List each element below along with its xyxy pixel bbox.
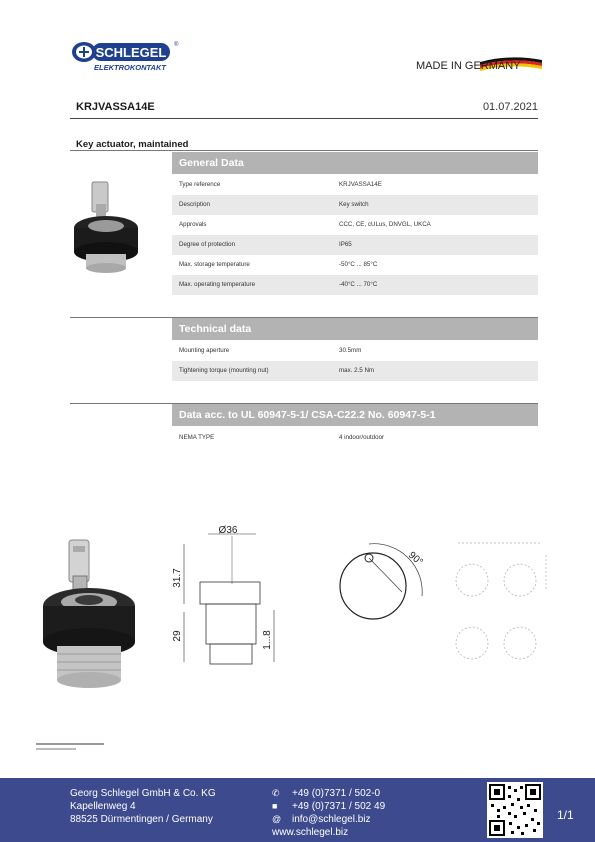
row-value: -40°C ... 70°C (339, 281, 378, 288)
svg-text:SCHLEGEL: SCHLEGEL (95, 45, 167, 60)
depth-label: 1...8 (262, 630, 273, 650)
section-header-ul-data: Data acc. to UL 60947-5-1/ CSA-C22.2 No. 60947-5-1 (172, 404, 538, 426)
table-row (172, 341, 538, 361)
row-key: Tightening torque (mounting nut) (179, 367, 269, 374)
row-key: Description (179, 201, 210, 208)
row-key: Max. storage temperature (179, 261, 250, 268)
part-number: KRJVASSA14E (76, 101, 155, 113)
svg-text:®: ® (174, 42, 179, 48)
diameter-label: Ø36 (218, 525, 238, 536)
fax-icon: ■ (272, 801, 278, 811)
row-key: Mounting aperture (179, 347, 230, 354)
cutout-drawing (450, 525, 560, 695)
email-icon: @ (272, 814, 282, 824)
row-key: Max. operating temperature (179, 281, 256, 288)
product-photo (35, 538, 140, 698)
row-key: NEMA TYPE (179, 434, 215, 441)
row-value: max. 2.5 Nm (339, 367, 375, 374)
row-key: Approvals (179, 221, 207, 228)
table-row (172, 235, 538, 255)
row-value: CCC, CE, cULus, DNVGL, UKCA (339, 221, 431, 228)
section-header-technical-data: Technical data (172, 318, 538, 340)
table-row (172, 428, 538, 448)
row-value: 30.5mm (339, 347, 362, 354)
phone-icon: ✆ (272, 788, 280, 798)
row-key: Type reference (179, 181, 221, 188)
table-row (172, 195, 538, 215)
product-thumbnail (70, 180, 142, 276)
made-in-label: MADE IN GERMANY (416, 60, 521, 72)
schlegel-logo (70, 38, 180, 72)
row-key: Degree of protection (179, 241, 236, 248)
document-date: 01.07.2021 (482, 101, 538, 113)
company-name: Georg Schlegel GmbH & Co. KG (70, 788, 216, 799)
svg-text:ELEKTROKONTAKT: ELEKTROKONTAKT (94, 63, 166, 72)
footer-bar (0, 778, 595, 842)
phone-number: +49 (0)7371 / 502-0 (292, 788, 381, 799)
email-link[interactable]: info@schlegel.biz (292, 814, 371, 825)
row-value: 4 indoor/outdoor (339, 434, 385, 441)
company-street: Kapellenweg 4 (70, 801, 136, 812)
side-view-drawing (160, 522, 280, 682)
row-value: IP65 (339, 241, 352, 248)
fax-number: +49 (0)7371 / 502 49 (292, 801, 386, 812)
section-header-general-data: General Data (172, 152, 538, 174)
small-print-graphic (36, 742, 106, 752)
table-row (172, 361, 538, 381)
qr-code-icon (487, 782, 543, 838)
front-view-drawing (328, 528, 438, 628)
angle-label: 90° (406, 549, 425, 569)
table-row (172, 255, 538, 275)
row-value: KRJVASSA14E (339, 181, 382, 188)
table-row (172, 215, 538, 235)
table-row (172, 275, 538, 295)
height-bottom-label: 29 (172, 630, 183, 642)
title-rule (70, 150, 538, 151)
row-value: Key switch (339, 201, 369, 208)
company-city: 88525 Dürmentingen / Germany (70, 814, 213, 825)
header-rule (70, 118, 538, 119)
row-value: -50°C ... 85°C (339, 261, 378, 268)
table-row (172, 175, 538, 195)
product-title: Key actuator, maintained (76, 139, 189, 150)
website-link[interactable]: www.schlegel.biz (272, 827, 349, 838)
height-top-label: 31.7 (172, 568, 183, 588)
page-number: 1/1 (557, 808, 574, 822)
